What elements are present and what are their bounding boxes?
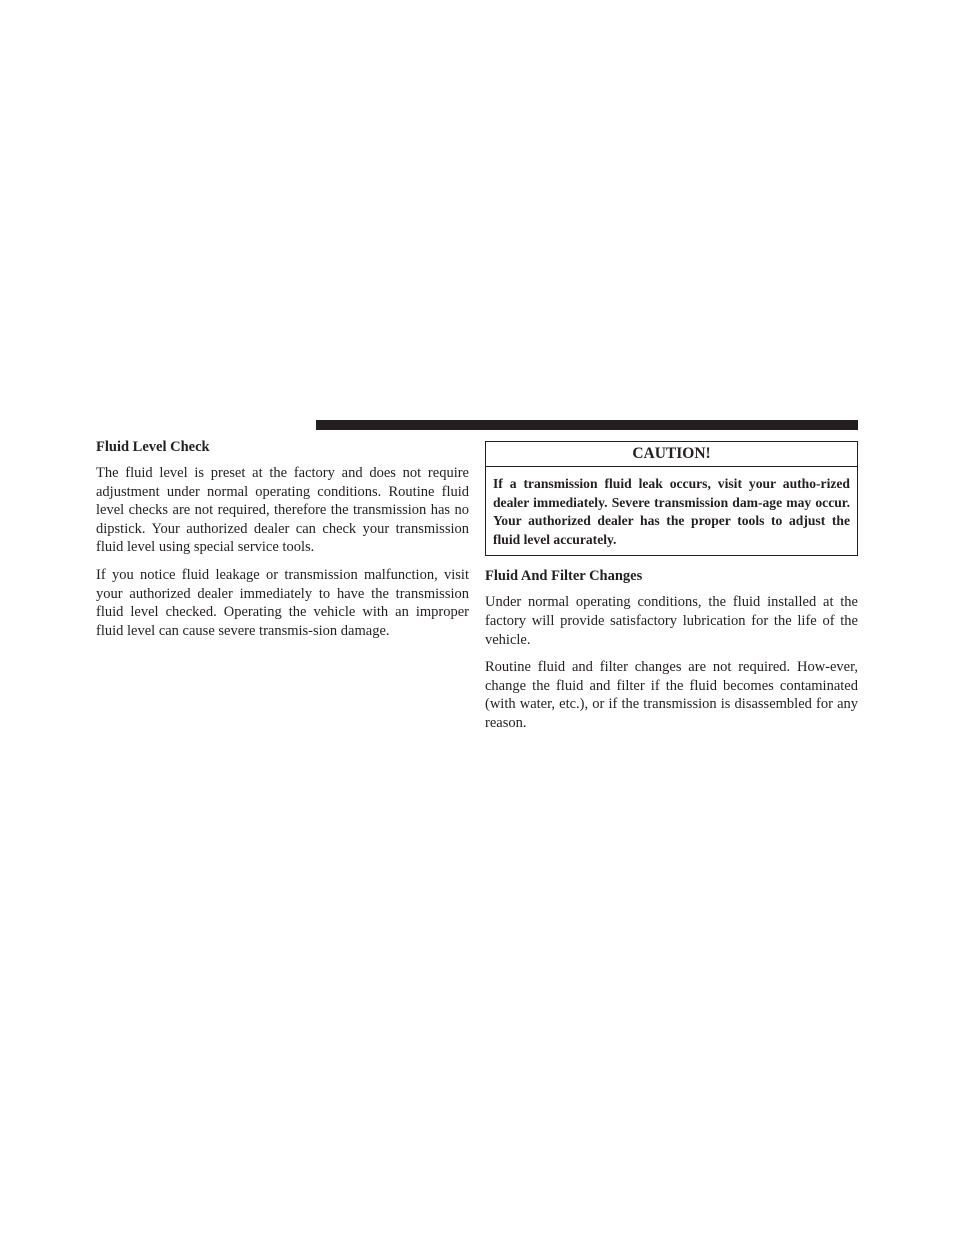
caution-title: CAUTION! bbox=[486, 442, 857, 467]
left-column bbox=[96, 437, 469, 649]
caution-text: If a transmission fluid leak occurs, visit your autho-rized dealer immediately. Severe transmission dam-age may occur. Your authorized dealer has the proper tools to adjust the fluid level accurately. bbox=[493, 476, 850, 547]
fluid-level-check-heading: Fluid Level Check bbox=[96, 439, 210, 455]
caution-box bbox=[485, 441, 858, 556]
fluid-filter-paragraph-2: Routine fluid and filter changes are not required. How-ever, change the fluid and filter if the fluid becomes contaminated (with water, etc.), or if the transmission is disassembled for any reason. bbox=[485, 659, 858, 731]
section-header-bar bbox=[316, 420, 858, 430]
fluid-level-paragraph-1: The fluid level is preset at the factory and does not require adjustment under normal operating conditions. Routine fluid level checks are not required, therefore the transmission has no dipstick. Your authorized dealer can check your transmission fluid level using special service tools. bbox=[96, 465, 469, 556]
right-column bbox=[485, 437, 858, 742]
fluid-level-paragraph-2: If you notice fluid leakage or transmission malfunction, visit your authorized dealer immediately to have the transmission fluid level checked. Operating the vehicle with an improper fluid level can cause severe transmis-sion damage. bbox=[96, 566, 469, 639]
fluid-filter-changes-heading: Fluid And Filter Changes bbox=[485, 568, 643, 585]
fluid-filter-paragraph-1: Under normal operating conditions, the fluid installed at the factory will provide satisfactory lubrication for the life of the vehicle. bbox=[485, 594, 858, 648]
